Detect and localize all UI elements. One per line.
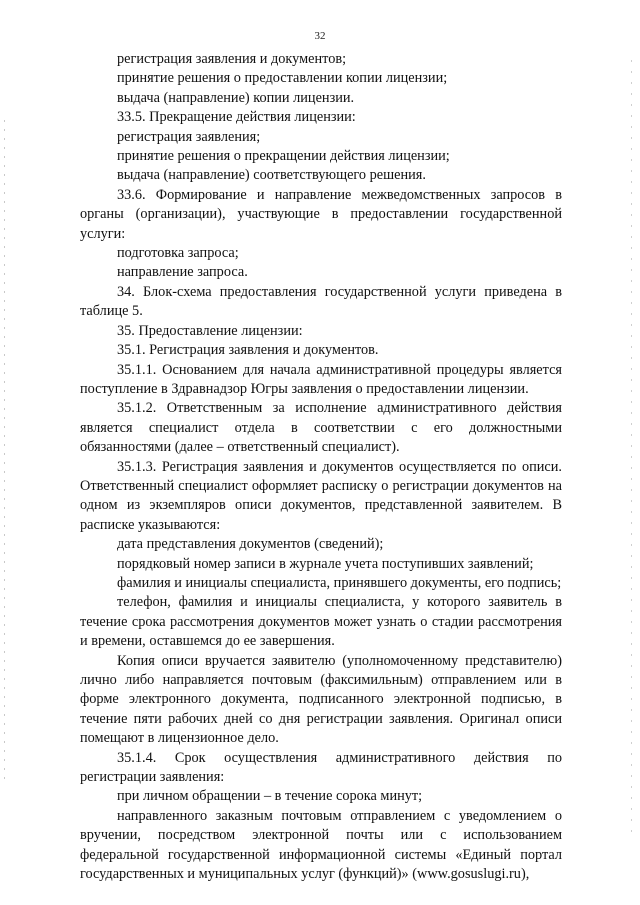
scan-edge-artifact-left	[4, 120, 5, 780]
paragraph: Копия описи вручается заявителю (уполномоченному представителю) лично либо направляется почтовым (факсимильным) отправлением или в форме электронного документа, подписанного электронной подписью, в течение пяти рабочих дней со дня регистрации заявления. Оригинал описи помещают в лицензионное дело.	[80, 652, 562, 747]
paragraph: подготовка запроса;	[117, 245, 239, 262]
paragraph: фамилия и инициалы специалиста, принявшего документы, его подпись;	[117, 574, 562, 591]
paragraph: 35.1.2. Ответственным за исполнение административного действия является специалист отдела в соответствии с его должностными обязанностями (далее – ответственный специалист).	[80, 400, 562, 456]
page-number: 32	[314, 30, 326, 42]
paragraph: телефон, фамилия и инициалы специалиста, у которого заявитель в течение срока рассмотрения документов может узнать о стадии рассмотрения и времени, оставшемся до ее завершения.	[80, 594, 562, 650]
paragraph: 35. Предоставление лицензии:	[117, 322, 303, 339]
paragraph: порядковый номер записи в журнале учета поступивших заявлений;	[117, 555, 534, 572]
document-body	[80, 50, 562, 884]
paragraph: 35.1.3. Регистрация заявления и документов осуществляется по описи. Ответственный специалист оформляет расписку о регистрации документов на одном из экземпляров описи документов, представленной заявителем. В расписке указываются:	[80, 458, 562, 533]
paragraph: выдача (направление) копии лицензии.	[117, 89, 355, 106]
paragraph: регистрация заявления и документов;	[117, 51, 347, 67]
paragraph: дата представления документов (сведений);	[117, 536, 384, 553]
paragraph: принятие решения о предоставлении копии лицензии;	[117, 70, 448, 87]
paragraph: 33.6. Формирование и направление межведомственных запросов в органы (организации), участвующие в предоставлении государственной услуги:	[80, 186, 562, 242]
paragraph: направление запроса.	[117, 264, 248, 281]
scan-edge-artifact-right	[631, 60, 632, 840]
paragraph: 35.1.1. Основанием для начала административной процедуры является поступление в Здравнадзор Югры заявления о предоставлении лицензии.	[80, 361, 562, 397]
paragraph: выдача (направление) соответствующего решения.	[117, 167, 426, 184]
paragraph: 33.5. Прекращение действия лицензии:	[117, 109, 356, 126]
paragraph: принятие решения о прекращении действия лицензии;	[117, 148, 450, 165]
paragraph: направленного заказным почтовым отправлением с уведомлением о вручении, посредством электронной почты или с использованием федеральной государственной информационной системы «Единый портал государственных и муниципальных услуг (функций)» (www.gosuslugi.ru),	[80, 807, 562, 883]
paragraph: 34. Блок-схема предоставления государственной услуги приведена в таблице 5.	[80, 283, 562, 320]
paragraph: регистрация заявления;	[117, 128, 261, 145]
paragraph: при личном обращении – в течение сорока минут;	[117, 788, 423, 805]
paragraph: 35.1.4. Срок осуществления административного действия по регистрации заявления:	[80, 749, 562, 786]
paragraph: 35.1. Регистрация заявления и документов.	[117, 342, 379, 359]
